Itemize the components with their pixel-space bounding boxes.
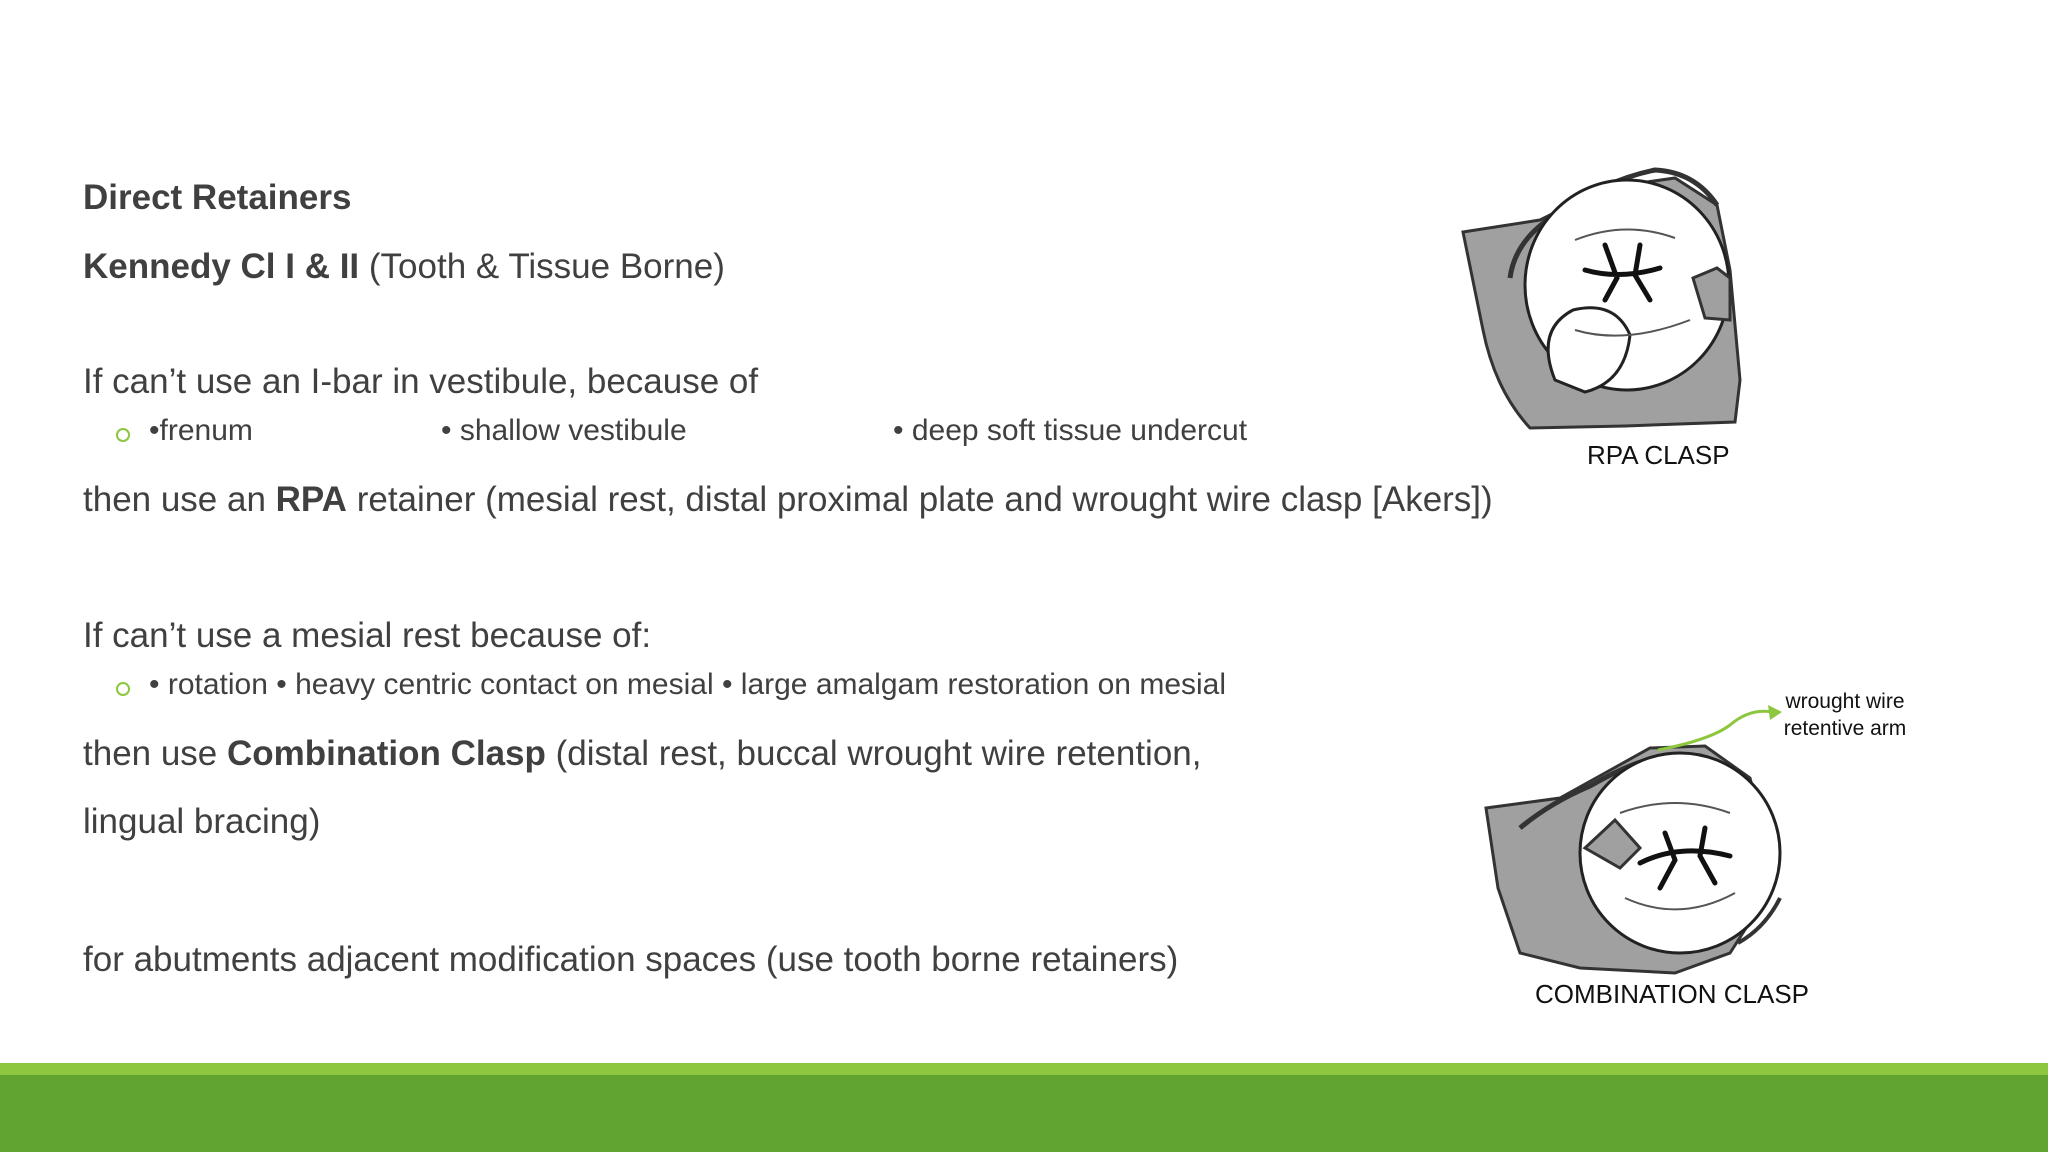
- rpa-clasp-figure: [1455, 160, 1755, 440]
- mesial-rest-bullets: • rotation • heavy centric contact on mesial • large amalgam restoration on mesial: [149, 668, 1227, 701]
- rpa-clasp-caption: RPA CLASP: [1587, 440, 1730, 470]
- combination-line: [83, 734, 1201, 774]
- retentive-arm-arrow: [1650, 700, 1790, 760]
- bullet-frenum: •frenum: [149, 414, 253, 447]
- wrought-wire-note: wrought wire retentive arm: [1783, 690, 1907, 740]
- combination-clasp-caption: COMBINATION CLASP: [1535, 979, 1810, 1009]
- rpa-line-bold: RPA: [275, 480, 347, 519]
- footer-band-dark: [0, 1075, 2048, 1152]
- modification-spaces-line: for abutments adjacent modification spaces (use tooth borne retainers): [83, 940, 1179, 979]
- bullet-ring-icon: [116, 428, 130, 442]
- combination-line-2: lingual bracing): [83, 802, 321, 841]
- combination-line-post: (distal rest, buccal wrought wire retention,: [545, 734, 1202, 773]
- slide-title: Direct Retainers: [83, 178, 352, 217]
- rpa-line: [83, 480, 1493, 520]
- ibar-intro: If can’t use an I-bar in vestibule, because of: [83, 362, 759, 401]
- combination-line-bold: Combination Clasp: [227, 734, 546, 773]
- bullet-ring-icon: [116, 682, 130, 696]
- bullet-soft-tissue-undercut: • deep soft tissue undercut: [893, 414, 1248, 447]
- subtitle: [83, 247, 725, 287]
- arrow-line: [1658, 711, 1772, 750]
- rpa-line-post: retainer (mesial rest, distal proximal plate and wrought wire clasp [Akers]): [346, 480, 1493, 519]
- bullet-shallow-vestibule: • shallow vestibule: [441, 414, 687, 447]
- mesial-rest-intro: If can’t use a mesial rest because of:: [83, 616, 652, 655]
- combination-line-pre: then use: [83, 734, 227, 773]
- subtitle-rest: (Tooth & Tissue Borne): [359, 247, 725, 286]
- rpa-line-pre: then use an: [83, 480, 276, 519]
- combination-clasp-figure: [1480, 738, 1790, 978]
- footer-band-light: [0, 1063, 2048, 1075]
- subtitle-bold: Kennedy Cl I & II: [83, 247, 360, 286]
